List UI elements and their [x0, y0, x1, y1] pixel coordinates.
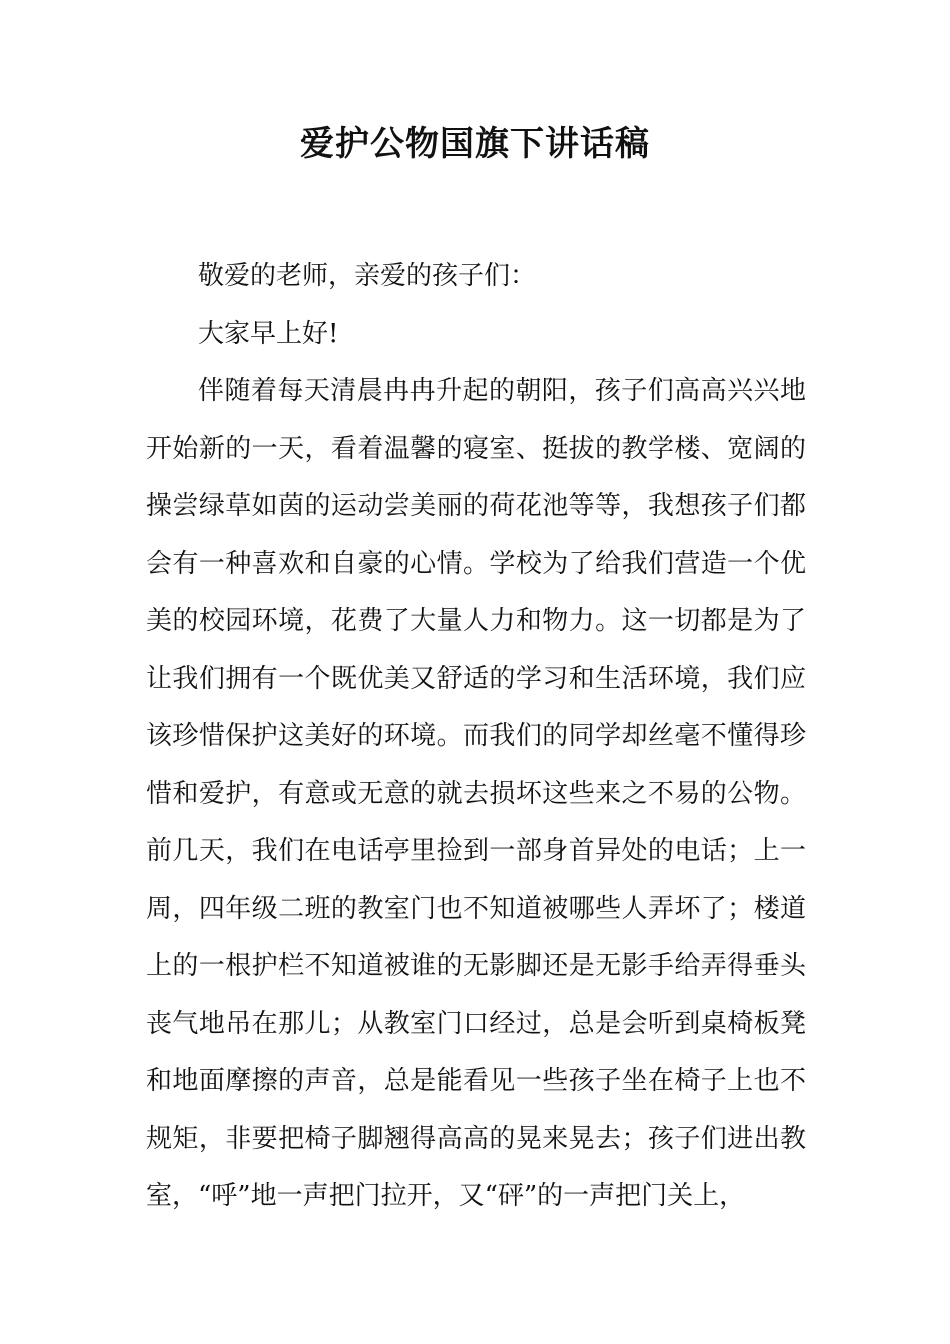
body-paragraph: 伴随着每天清晨冉冉升起的朝阳，孩子们高高兴兴地开始新的一天，看着温馨的寝室、挺拔的教学楼、宽阔的操尝绿草如茵的运动尝美丽的荷花池等等，我想孩子们都会有一种喜欢和自豪的心情。学校为了给我们营造一个优美的校园环境，花费了大量人力和物力。这一切都是为了让我们拥有一个既优美又舒适的学习和生活环境，我们应该珍惜保护这美好的环境。而我们的同学却丝毫不懂得珍惜和爱护，有意或无意的就去损坏这些来之不易的公物。前几天，我们在电话亭里捡到一部身首异处的电话；上一周，四年级二班的教室门也不知道被哪些人弄坏了；楼道上的一根护栏不知道被谁的无影脚还是无影手给弄得垂头丧气地吊在那儿；从教室门口经过，总是会听到桌椅板凳和地面摩擦的声音，总是能看见一些孩子坐在椅子上也不规矩，非要把椅子脚翘得高高的晃来晃去；孩子们进出教室，“呼”地一声把门拉开，又“砰”的一声把门关上， [146, 376, 806, 1211]
page-title: 爱护公物国旗下讲话稿 [300, 124, 650, 164]
speech-body [146, 248, 806, 1226]
greeting-paragraph: 大家早上好! [198, 318, 339, 349]
salutation-paragraph: 敬爱的老师，亲爱的孩子们： [198, 261, 537, 291]
